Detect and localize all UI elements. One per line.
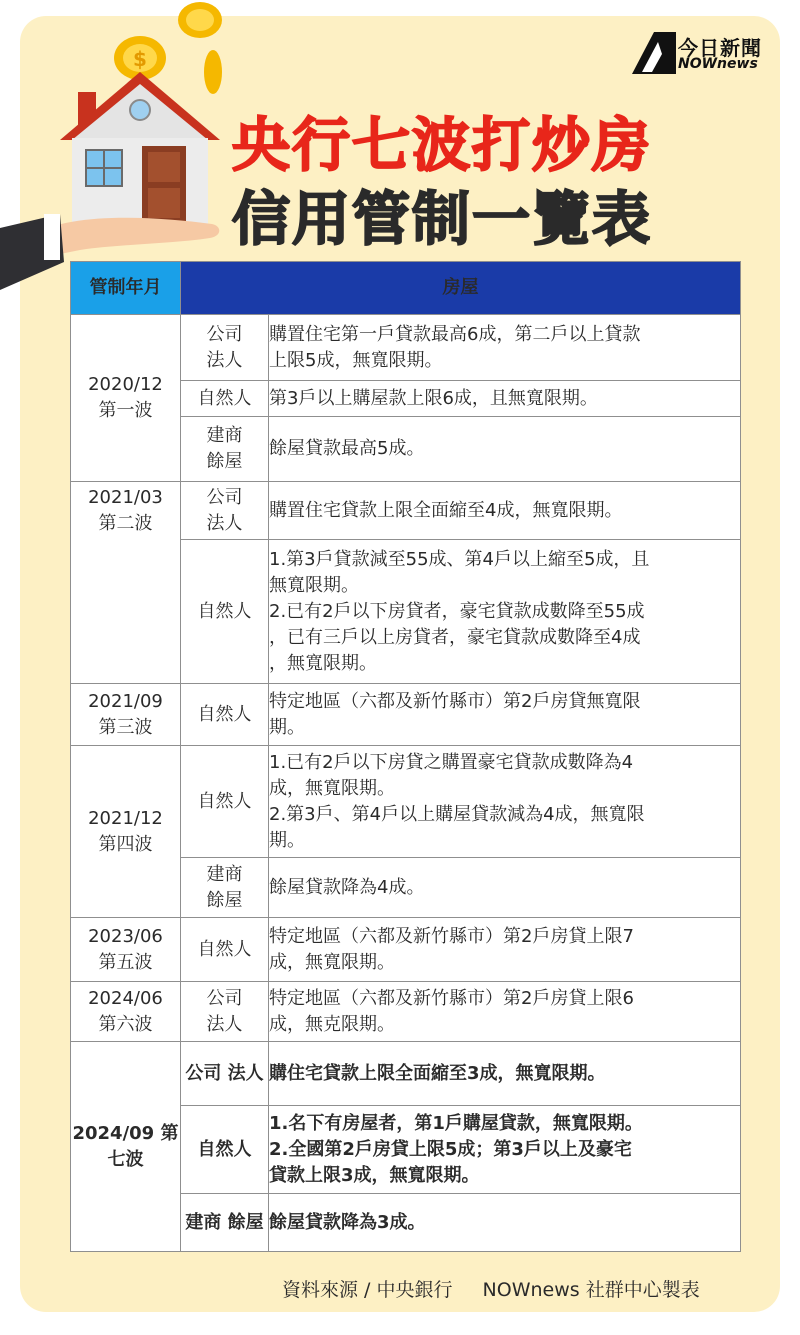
table-row: [71, 982, 741, 1042]
table-row: [71, 482, 741, 540]
table-row: [71, 918, 741, 982]
type-cell: 公司 法人: [181, 482, 269, 540]
table-header-row: [71, 262, 741, 315]
rule-cell: 特定地區（六都及新竹縣市）第2戶房貸上限7 成，無寬限期。: [269, 918, 741, 982]
period-cell: 2021/03 第二波: [71, 482, 181, 684]
rule-cell: 1.已有2戶以下房貸之購置豪宅貸款成數降為4 成，無寬限期。 2.第3戶、第4戶以上購屋貸款減為4成，無寬限 期。: [269, 746, 741, 858]
type-cell: 自然人: [181, 381, 269, 417]
rule-cell: 購置住宅貸款上限全面縮至4成，無寬限期。: [269, 482, 741, 540]
period-cell: 2020/12 第一波: [71, 315, 181, 482]
footer-source: 資料來源 / 中央銀行: [282, 1279, 453, 1301]
table-row: [71, 1042, 741, 1106]
type-cell: 自然人: [181, 684, 269, 746]
period-cell-highlight: 2024/09 第七波: [71, 1042, 181, 1252]
rule-cell-highlight: 1.名下有房屋者，第1戶購屋貸款，無寬限期。 2.全國第2戶房貸上限5成；第3戶以上及豪宅 貸款上限3成，無寬限期。: [269, 1106, 741, 1194]
type-cell: 建商 餘屋: [181, 858, 269, 918]
type-cell: 自然人: [181, 540, 269, 684]
period-cell: 2021/12 第四波: [71, 746, 181, 918]
header-period: 管制年月: [71, 262, 181, 315]
coin-icon: [204, 50, 222, 94]
type-cell: 公司 法人: [181, 982, 269, 1042]
rule-cell: 餘屋貸款最高5成。: [269, 417, 741, 482]
footer-credits: [282, 1275, 700, 1302]
rule-cell: 特定地區（六都及新竹縣市）第2戶房貸無寬限 期。: [269, 684, 741, 746]
table-row: [71, 315, 741, 381]
rule-cell: 第3戶以上購屋款上限6成，且無寬限期。: [269, 381, 741, 417]
svg-text:$: $: [133, 47, 147, 71]
credit-control-table: [70, 261, 741, 1252]
type-cell-highlight: 公司 法人: [181, 1042, 269, 1106]
rule-cell: 1.第3戶貸款減至55成、第4戶以上縮至5成，且 無寬限期。 2.已有2戶以下房貸者，豪宅貸款成數降至55成 ，已有三戶以上房貸者，豪宅貸款成數降至4成 ，無寬限期。: [269, 540, 741, 684]
rule-cell: 特定地區（六都及新竹縣市）第2戶房貸上限6 成，無克限期。: [269, 982, 741, 1042]
coin-icon: [178, 2, 222, 38]
rule-cell: 餘屋貸款降為4成。: [269, 858, 741, 918]
type-cell-highlight: 自然人: [181, 1106, 269, 1194]
rule-cell-highlight: 餘屋貸款降為3成。: [269, 1194, 741, 1252]
type-cell-highlight: 建商 餘屋: [181, 1194, 269, 1252]
type-cell: 自然人: [181, 918, 269, 982]
type-cell: 自然人: [181, 746, 269, 858]
type-cell: 公司 法人: [181, 315, 269, 381]
title-line-2: 信用管制一覽表: [232, 185, 653, 253]
nownews-logo: [632, 32, 772, 76]
nownews-logo-icon: [632, 32, 676, 74]
logo-name-en: NOWnews: [678, 56, 758, 72]
period-cell: 2021/09 第三波: [71, 684, 181, 746]
period-cell: 2024/06 第六波: [71, 982, 181, 1042]
table-row: [71, 746, 741, 858]
rule-cell: 購置住宅第一戶貸款最高6成，第二戶以上貸款 上限5成，無寬限期。: [269, 315, 741, 381]
house-on-hand-illustration: [0, 0, 240, 300]
header-housing: 房屋: [181, 262, 741, 315]
table-row: [71, 684, 741, 746]
rule-cell-highlight: 購住宅貸款上限全面縮至3成，無寬限期。: [269, 1042, 741, 1106]
type-cell: 建商 餘屋: [181, 417, 269, 482]
logo-name-cn: 今日新聞: [678, 36, 762, 60]
period-cell: 2023/06 第五波: [71, 918, 181, 982]
title-line-1: 央行七波打炒房: [232, 111, 653, 179]
footer-credit: NOWnews 社群中心製表: [482, 1279, 700, 1301]
